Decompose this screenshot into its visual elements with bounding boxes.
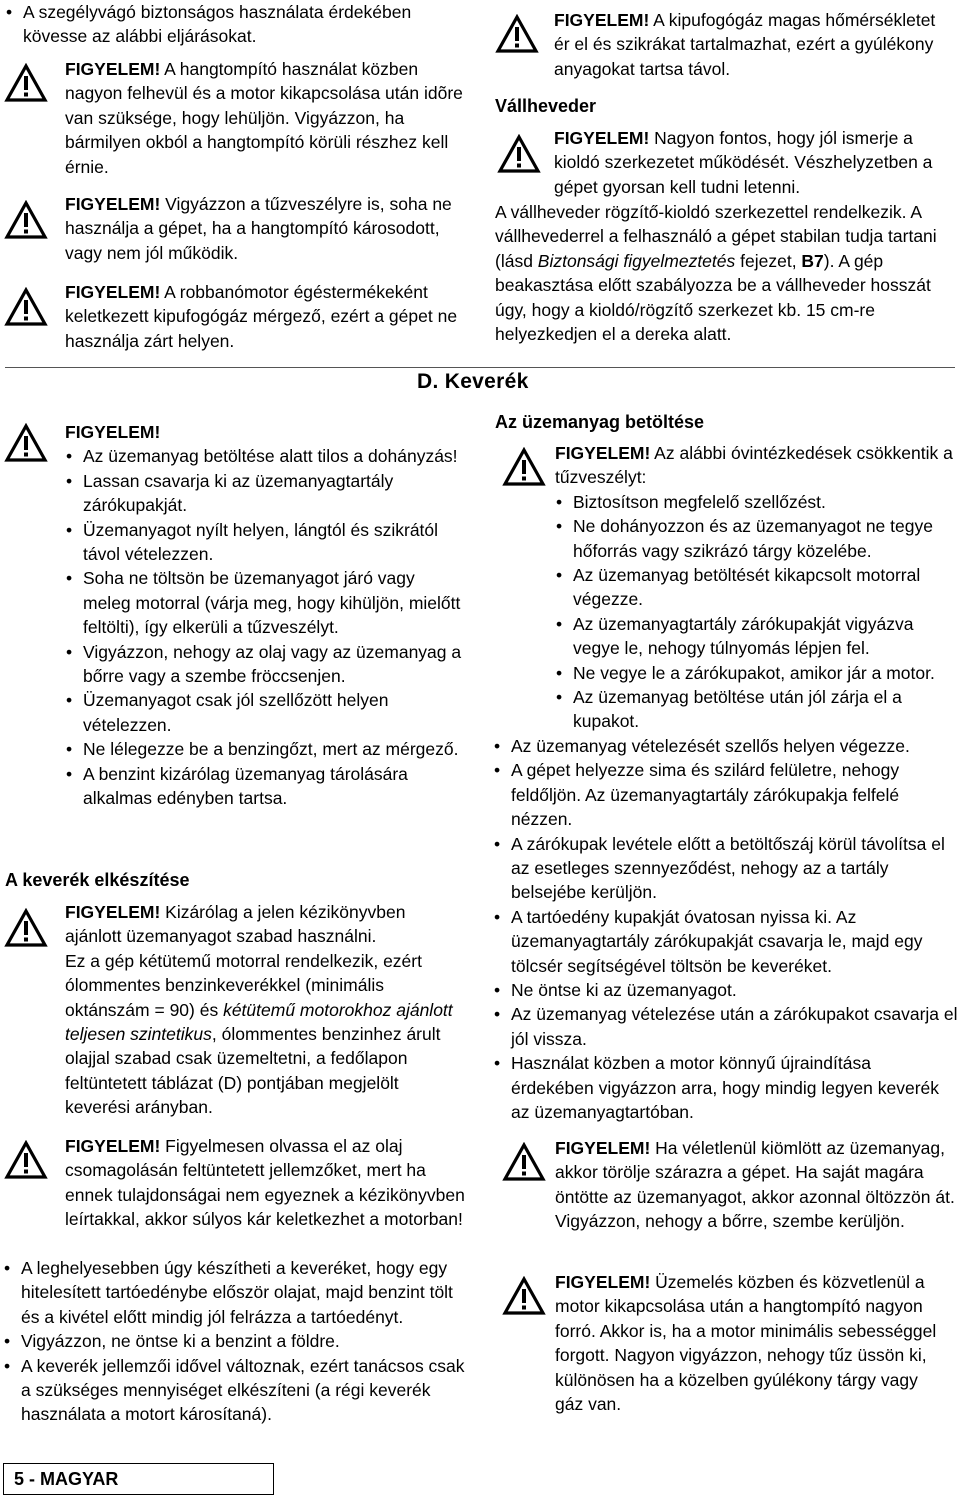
warning-exhaust-heat: [554, 8, 954, 81]
warning-label: FIGYELEM!: [65, 194, 161, 214]
list-item: • A tartóedény kupakját óvatosan nyissa ki. Az üzemanyagtartály zárókupakját csavarja le, majd egy tölcsér segítségével töltsön be keveréket.: [493, 905, 958, 978]
list-item: • Ne lélegezze be a benzingőzt, mert az mérgező.: [65, 737, 465, 761]
warning-release-mechanism: [554, 126, 954, 199]
list-item: • Vigyázzon, nehogy az olaj vagy az üzemanyag a bőrre vagy a szembe fröccsenjen.: [65, 640, 465, 689]
list-item: • A gépet helyezze sima és szilárd felületre, nehogy feldőljön. Az üzemanyagtartály zárókupakja felfelé nézzen.: [493, 758, 958, 831]
warning-label: FIGYELEM!: [65, 59, 161, 79]
list-item: • Az üzemanyag betöltése alatt tilos a dohányzás!: [65, 444, 465, 468]
warning-triangle-icon: [502, 1142, 546, 1182]
list-item: • Soha ne töltsön be üzemanyagot járó vagy meleg motorral (várja meg, hogy kihüljön, mielőtt feltölti), így elkerüli a tűzveszélyt.: [65, 566, 465, 639]
list-item: • A leghelyesebben úgy készítheti a keveréket, hogy egy hitelesített tartóedénybe először olajat, majd benzint tölt és a kivétel előtt mindig jól felrázza a tartóedényt.: [3, 1256, 473, 1329]
list-item: • Használat közben a motor könnyű újraindítása érdekében vigyázzon arra, hogy mindig legyen keverék az üzemanyagtartóban.: [493, 1051, 958, 1124]
warning-body: A robbanómotor égéstermékeként keletkezett kipufogógáz mérgező, ezért a gépet ne használja zárt helyen.: [65, 282, 458, 351]
fuel-safety-list: [65, 444, 465, 810]
warning-oil-packaging: [65, 1134, 465, 1232]
warning-label: FIGYELEM!: [554, 128, 650, 148]
list-item: • Ne vegye le a zárókupakot, amikor jár a motor.: [555, 661, 960, 685]
page-footer: 5 - MAGYAR: [3, 1463, 274, 1495]
warning-triangle-icon: [4, 908, 48, 948]
list-item: • Az üzemanyagtartály zárókupakját vigyázva vegye le, nehogy túlnyomás lépjen fel.: [555, 612, 960, 661]
list-item: • Biztosítson megfelelő szellőzést.: [555, 490, 960, 514]
warning-fuel-spill: [555, 1136, 955, 1234]
warning-label: FIGYELEM!: [555, 443, 651, 463]
warning-triangle-icon: [4, 200, 48, 240]
warning-triangle-icon: [495, 14, 539, 54]
warning-fuel-safety: [65, 420, 465, 811]
warning-hot-muffler: [65, 57, 465, 179]
warning-label: FIGYELEM!: [65, 282, 161, 302]
warning-label: FIGYELEM!: [65, 1136, 161, 1156]
warning-recommended-fuel: [65, 900, 465, 1120]
fire-precautions-list: [555, 490, 960, 734]
section-title: D. Keverék: [417, 370, 529, 393]
warning-body: Vigyázzon a tűzveszélyre is, soha ne használja a gépet, ha a hangtompító károsodott, vagy nem jól működik.: [65, 194, 452, 263]
warning-label: FIGYELEM!: [554, 10, 650, 30]
section-divider: [5, 367, 955, 368]
warning-triangle-icon: [502, 1276, 546, 1316]
warning-fire-precautions: [555, 441, 960, 734]
warning-body: Üzemelés közben és közvetlenül a motor kikapcsolása után a hangtompító nagyon forró. Akkor is, ha a motor minimális sebességgel forgott. Nagyon vigyázzon, nehogy tűz üssön ki, különösen ha a közelben gyúlékony tárgy vagy gáz van.: [555, 1272, 937, 1415]
strap-paragraph: A vállheveder rögzítő-kioldó szerkezettel rendelkezik. A vállhevederrel a felhasználó a gépet stabilan tudja tartani (lásd Biztonsági figyelmeztetés fejezet, B7). A gép beakasztása előtt szabályozza be a vállheveder hosszát úgy, hogy a kioldó/rögzítő szerkezet kb. 15 cm-re helyezkedjen el a dereka alatt.: [495, 202, 937, 345]
mix-paragraph: Ez a gép kétütemű motorral rendelkezik, ezért ólommentes benzinkeverékkel (minimális oktánszám = 90) és kétütemű motorokhoz ajánlott teljesen szintetikus, ólommentes benzinhez árult olajjal szabad csak üzemeltetni, a fedőlapon feltüntetett táblázat (D) pontjában megjelölt keverési arányban.: [65, 950, 453, 1118]
warning-triangle-icon: [4, 423, 48, 463]
list-item: • A zárókupak levétele előtt a betöltőszáj körül távolítsa el az esetleges szennyeződést, nehogy az a tartály belsejébe kerüljön.: [493, 832, 958, 905]
warning-body: Az alábbi óvintézkedések csökkentik a tűzveszélyt:: [555, 443, 953, 488]
list-item: • Az üzemanyag vételezését szellős helyen végezze.: [493, 734, 958, 758]
list-item: • Ne öntse ki az üzemanyagot.: [493, 978, 958, 1002]
list-item: • Üzemanyagot nyílt helyen, lángtól és szikrától távol vételezzen.: [65, 518, 465, 567]
warning-triangle-icon: [4, 63, 48, 103]
heading-mix-preparation: A keverék elkészítése: [5, 870, 190, 890]
heading-shoulder-strap: Vállheveder: [495, 96, 597, 116]
warning-label: FIGYELEM!: [65, 422, 161, 442]
warning-label: FIGYELEM!: [65, 902, 161, 922]
list-item: • Az üzemanyag betöltését kikapcsolt motorral végezze.: [555, 563, 960, 612]
warning-body: A kipufogógáz magas hőmérsékletet ér el és szikrákat tartalmazhat, ezért a gyúlékony anyagokat tartsa távol.: [554, 10, 936, 79]
warning-body: Ha véletlenül kiömlött az üzemanyag, akkor törölje szárazra a gépet. Ha saját magára öntötte az üzemanyagot, akkor azonnal öltözzön át. Vigyázzon, nehogy a bőrre, szembe kerüljön.: [555, 1138, 955, 1232]
mix-bullet-list: [3, 1256, 473, 1427]
list-item: • Vigyázzon, ne öntse ki a benzint a földre.: [3, 1329, 473, 1353]
warning-exhaust-gas: [65, 280, 475, 353]
warning-triangle-icon: [497, 134, 541, 174]
list-item: • Üzemanyagot csak jól szellőzött helyen vételezzen.: [65, 688, 465, 737]
warning-body: A hangtompító használat közben nagyon felhevül és a motor kikapcsolása után idõre van szüksége, hogy lehüljön. Vigyázzon, ha bármilyen okból a hangtompító körüli részhez kell érnie.: [65, 59, 463, 177]
intro-list: [5, 0, 475, 49]
warning-label: FIGYELEM!: [555, 1138, 651, 1158]
warning-triangle-icon: [502, 447, 546, 487]
warning-triangle-icon: [4, 287, 48, 327]
warning-fire-hazard: [65, 192, 470, 265]
list-item: • A benzint kizárólag üzemanyag tárolására alkalmas edényben tartsa.: [65, 762, 465, 811]
heading-fuel-filling: Az üzemanyag betöltése: [495, 412, 705, 432]
list-item: • Az üzemanyag vételezése után a zárókupakot csavarja el jól vissza.: [493, 1002, 958, 1051]
intro-item: • A szegélyvágó biztonságos használata érdekében kövesse az alábbi eljárásokat.: [5, 0, 475, 49]
warning-label: FIGYELEM!: [555, 1272, 651, 1292]
warning-hot-muffler-operation: [555, 1270, 950, 1416]
list-item: • A keverék jellemzői idővel változnak, ezért tanácsos csak a szükséges mennyiséget elkészíteni (a régi keverék használata a motort károsítaná).: [3, 1354, 473, 1427]
list-item: • Lassan csavarja ki az üzemanyagtartály zárókupakját.: [65, 469, 465, 518]
fuel-bullet-list: [493, 734, 958, 1125]
warning-triangle-icon: [4, 1140, 48, 1180]
list-item: • Az üzemanyag betöltése után jól zárja el a kupakot.: [555, 685, 960, 734]
warning-body: Nagyon fontos, hogy jól ismerje a kioldó szerkezetet működését. Vészhelyzetben a gépet gyorsan kell tudni letenni.: [554, 128, 933, 197]
list-item: • Ne dohányozzon és az üzemanyagot ne tegye hőforrás vagy szikrázó tárgy közelébe.: [555, 514, 960, 563]
warning-body: Figyelmesen olvassa el az olaj csomagolásán feltüntetett jellemzőket, mert ha ennek tulajdonságai nem egyeznek a kézikönyvben leírtakkal, akkor súlyos kár keletkezhet a motorban!: [65, 1136, 465, 1230]
warning-body: Kizárólag a jelen kézikönyvben ajánlott üzemanyagot szabad használni.: [65, 902, 406, 947]
